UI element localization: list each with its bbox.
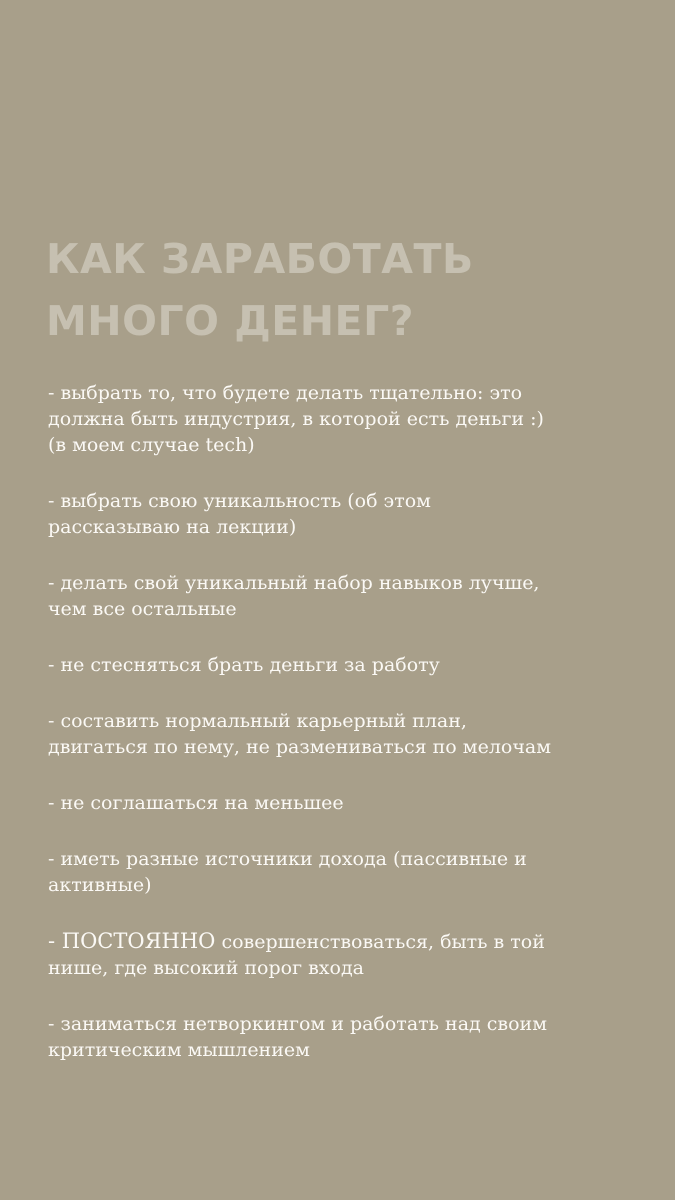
tip-line: - не стесняться брать деньги за работу — [48, 654, 440, 676]
tip-item-3 — [48, 570, 638, 622]
tip-item-4 — [48, 652, 638, 678]
tip-line: нише, где высокий порог входа — [48, 957, 364, 979]
tip-item-9 — [48, 1011, 638, 1063]
story-title — [46, 228, 646, 352]
tip-item-5 — [48, 708, 638, 760]
tip-line: двигаться по нему, не размениваться по мелочам — [48, 736, 551, 758]
tip-line: - иметь разные источники дохода (пассивные и — [48, 848, 527, 870]
title-line-1: КАК ЗАРАБОТАТЬ — [46, 235, 474, 283]
tip-line-rest: совершенствоваться, быть в той — [215, 931, 545, 953]
tip-line: рассказываю на лекции) — [48, 516, 297, 538]
title-line-2: МНОГО ДЕНЕГ? — [46, 297, 414, 345]
tip-line: - делать свой уникальный набор навыков лучше, — [48, 572, 540, 594]
tip-item-1 — [48, 380, 638, 458]
tip-line: - не соглашаться на меньшее — [48, 792, 344, 814]
tip-line: должна быть индустрия, в которой есть деньги :) — [48, 408, 544, 430]
tip-item-2 — [48, 488, 638, 540]
tips-list — [48, 380, 638, 1093]
tip-line: - выбрать свою уникальность (об этом — [48, 490, 431, 512]
tip-line: - выбрать то, что будете делать тщательно: это — [48, 382, 523, 404]
tip-line: - составить нормальный карьерный план, — [48, 710, 467, 732]
tip-line: (в моем случае tech) — [48, 434, 255, 456]
tip-item-8 — [48, 928, 638, 981]
tip-item-7 — [48, 846, 638, 898]
tip-emphasis: - ПОСТОЯННО — [48, 929, 216, 953]
tip-line: активные) — [48, 874, 152, 896]
tip-line: - заниматься нетворкингом и работать над своим — [48, 1013, 547, 1035]
tip-item-6 — [48, 790, 638, 816]
tip-line: чем все остальные — [48, 598, 237, 620]
tip-line: критическим мышлением — [48, 1039, 310, 1061]
tip-line — [48, 928, 638, 955]
